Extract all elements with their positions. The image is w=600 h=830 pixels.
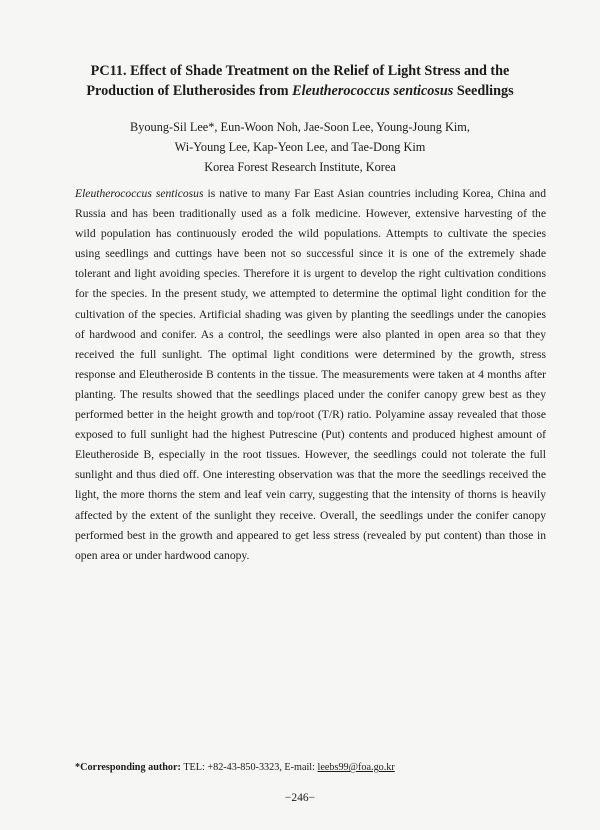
author-block: [60, 117, 540, 177]
abstract-line-text: is native to many Far East Asian countries including Korea, China and: [203, 187, 546, 200]
abstract-line: exposed to full sunlight had the highest Putrescine (Put) contents and produced highest amount of: [75, 428, 546, 442]
author-line-1: Byoung-Sil Lee*, Eun-Woon Noh, Jae-Soon Lee, Young-Joung Kim,: [130, 120, 470, 134]
abstract-line: tolerant and light avoiding species. Therefore it is urgent to develop the right cultivation conditions: [75, 267, 546, 281]
title-line-2-suffix: Seedlings: [453, 82, 514, 99]
abstract-line: Russia and has been traditionally used as a folk medicine. However, extensive harvesting of the: [75, 207, 546, 221]
affiliation: Korea Forest Research Institute, Korea: [204, 160, 396, 174]
abstract-species-name: Eleutherococcus senticosus: [75, 187, 204, 200]
title-line-1: PC11. Effect of Shade Treatment on the Relief of Light Stress and the: [90, 63, 510, 79]
abstract-line: [75, 184, 546, 204]
abstract-line: using seedlings and cuttings have been not so successful since it is one of the extremely shade: [75, 247, 546, 261]
title-species-name: Eleutherococcus senticosus: [292, 82, 454, 99]
abstract-line: wild population has continuously eroded the wild populations. Attempts to cultivate the species: [75, 227, 546, 241]
paper-title: [60, 62, 540, 101]
abstract-line: affected by the extent of the sunlight they receive. Overall, the seedlings under the conifer canopy: [75, 508, 546, 522]
abstract-line: Eleutheroside B, especially in the root tissues. However, the seedlings could not tolerate the full: [75, 448, 546, 462]
abstract-line: planting. The results showed that the seedlings placed under the conifer canopy grew best as they: [75, 387, 546, 401]
title-line-2-prefix: Production of Elutherosides from: [86, 82, 293, 99]
footnote-contact: TEL: +82-43-850-3323, E-mail:: [180, 762, 318, 773]
page-number: −246−: [284, 792, 316, 804]
abstract-line: light, the more thorns the stem and leaf vein carry, suggesting that the intensity of thorns is heavily: [75, 488, 546, 502]
abstract-line: cultivation of the species. Artificial shading was given by planting the seedlings under the canopies: [75, 307, 546, 321]
abstract-line: response and Eleutheroside B contents in the tissue. The measurements were taken at 4 months after: [75, 367, 546, 381]
corresponding-author-footnote: [75, 762, 395, 773]
abstract-line: of hardwood and conifer. As a control, the seedlings were also planted in open area so that they: [75, 327, 546, 341]
abstract-line: performed better in the height growth and top/root (T/R) ratio. Polyamine assay revealed that those: [75, 408, 546, 422]
abstract-line: sunlight and thus died off. One interesting observation was that the more the seedlings received the: [75, 468, 546, 482]
abstract-line: for the species. In the present study, we attempted to determine the optimal light condition for the: [75, 287, 546, 301]
abstract-line: open area or under hardwood canopy.: [75, 548, 250, 562]
author-line-2: Wi-Young Lee, Kap-Yeon Lee, and Tae-Dong Kim: [174, 140, 426, 154]
footnote-email-link[interactable]: leebs99@foa.go.kr: [317, 762, 395, 773]
abstract-line: performed best in the growth and appeared to get less stress (revealed by put content) than those in: [75, 528, 546, 542]
footnote-label: *Corresponding author:: [75, 762, 181, 773]
abstract-line: received the full sunlight. The optimal light conditions were determined by the growth, stress: [75, 347, 546, 361]
title-line-2: [60, 82, 540, 102]
abstract-body: [75, 184, 546, 566]
